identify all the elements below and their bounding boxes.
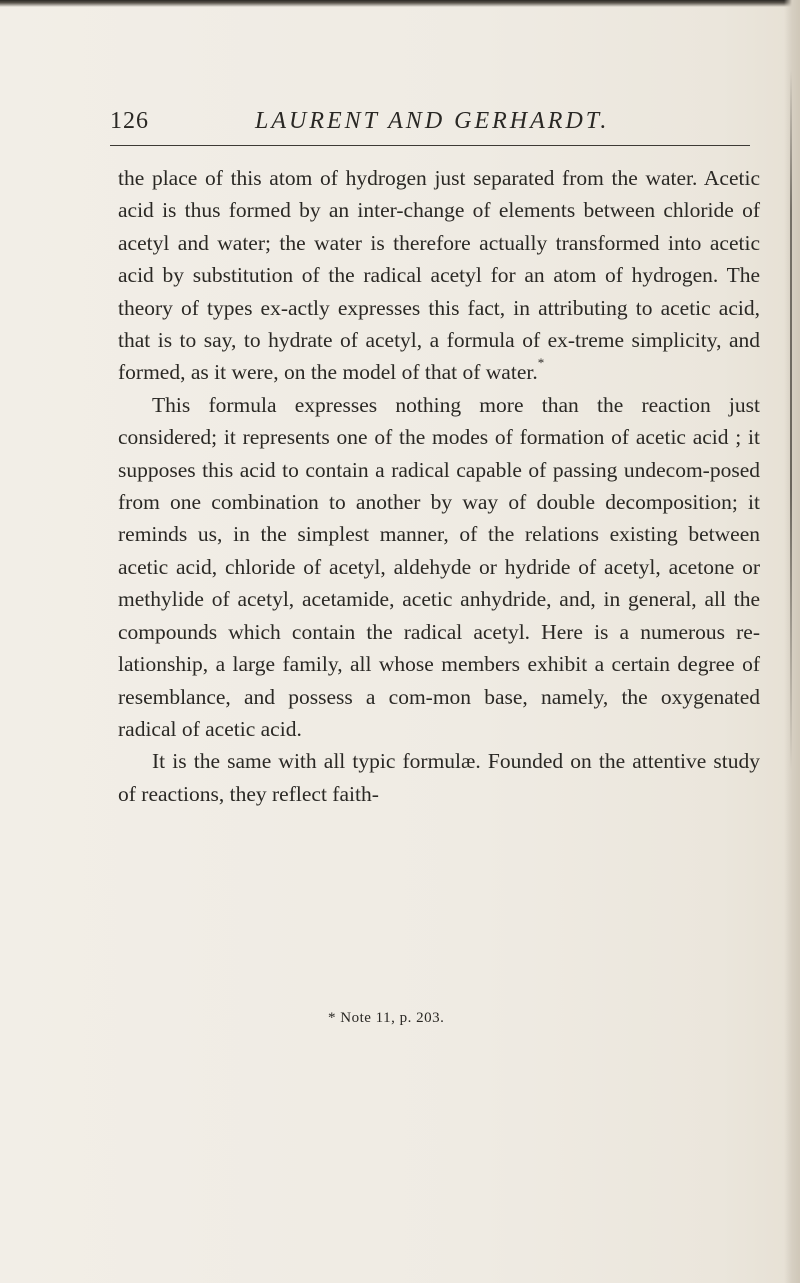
binding-edge-line [790,70,792,770]
footnote: * Note 11, p. 203. [328,1010,445,1026]
paragraph-1-text: the place of this atom of hydrogen just separated from the water. Acetic acid is thus formed by an inter-change of elements between chloride of acetyl and water; the water is therefore actually transformed into acetic acid by substitution of the radical acetyl for an atom of hydrogen. The theory of types ex-actly expresses this fact, in attributing to acetic acid, that is to say, to hydrate of acetyl, a formula of ex-treme simplicity, and formed, as it were, on the model of that of water. [118,166,760,385]
footnote-marker[interactable]: * [537,355,545,371]
paragraph-2: This formula expresses nothing more than the reaction just considered; it represents one of the modes of formation of acetic acid ; it supposes this acid to contain a radical capable of passing undecom-posed from one combination to another by way of double decomposition; it reminds us, in the simplest manner, of the relations existing between acetic acid, chloride of acetyl, aldehyde or hydride of acetyl, acetone or methylide of acetyl, acetamide, acetic anhydride, and, in general, all the compounds which contain the radical acetyl. Here is a numerous re-lationship, a large family, all whose members exhibit a certain degree of resemblance, and possess a com-mon base, namely, the oxygenated radical of acetic acid. [118,392,760,741]
page-header [110,108,750,142]
header-rule [110,145,750,146]
page-right-edge [784,0,800,1283]
paragraph-3: It is the same with all typic formulæ. Founded on the attentive study of reactions, they reflect faith- [118,749,760,806]
page-number: 126 [110,108,149,134]
body-text [118,162,760,810]
paragraph-1 [118,162,760,389]
page-top-shadow [0,0,800,7]
running-head: LAURENT AND GERHARDT. [255,108,610,134]
